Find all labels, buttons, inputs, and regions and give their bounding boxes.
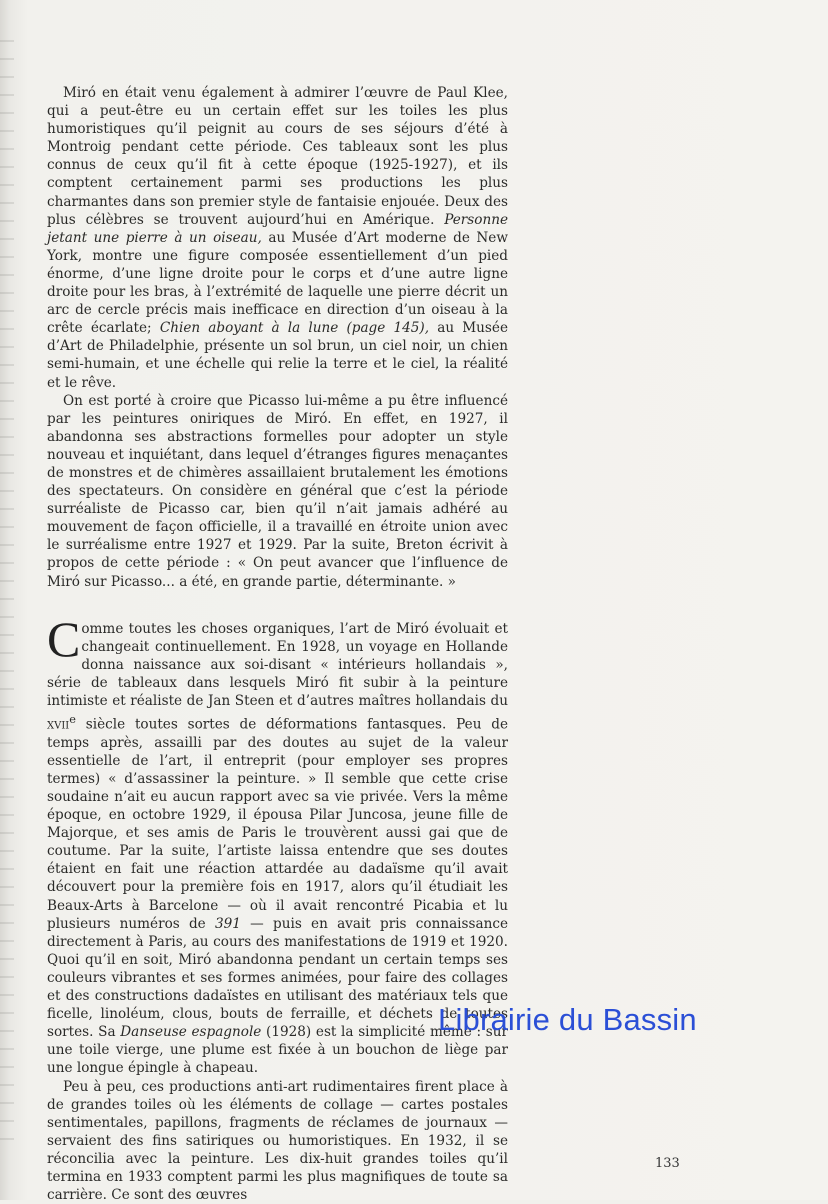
text-run: au Musée d’Art de Philadelphie, présente un sol brun, un ciel noir, un chien semi-humain, et une échelle qui relie la terre et le ciel, la réalité et le rêve. <box>47 320 508 390</box>
century-numeral: xvii <box>47 717 69 733</box>
text-run: siècle toutes sortes de déformations fantasques. Peu de temps après, assailli par des doutes au sujet de la valeur essentielle de l’art, il entreprit (pour employer ses propres termes) « d’assassiner la peinture. » Il semble que cette crise soudaine n’ait eu aucun rapport avec sa vie privée. Vers la même époque, en octobre 1929, il épousa Pilar Juncosa, jeune fille de Majorque, et ses amis de Paris le trouvèrent aussi gai que de coutume. Par la suite, l’artiste laissa entendre que ses doutes étaient en fait une réaction attardée au dadaïsme qu’il avait découvert pour la première fois en 1917, alors qu’il étudiait les Beaux-Arts à Barcelone — où il avait rencontré Picabia et lu plusieurs numéros de <box>47 717 508 932</box>
artwork-title: Danseuse espagnole <box>120 1024 261 1040</box>
drop-cap: C <box>47 620 80 658</box>
paragraph-4: Peu à peu, ces productions anti-art rudimentaires firent place à de grandes toiles où les éléments de collage — cartes postales sentimentales, papillons, fragments de réclames de journaux — servaient des fins satiriques ou humoristiques. En 1932, il se réconcilia avec la peinture. Les dix-huit grandes toiles qu’il termina en 1933 comptent parmi les plus magnifiques de toute sa carrière. Ce sont des œuvres <box>47 1078 508 1204</box>
watermark-text: Librairie du Bassin <box>438 1002 697 1038</box>
binding-gutter <box>0 40 14 1140</box>
text-run: au Musée d’Art moderne de New York, montre une figure composée essentiellement d’un pied énorme, d’une ligne droite pour le corps et d’une autre ligne droite pour les bras, à l’extrémité de laquelle une pierre décrit un arc de cercle précis mais inefficace en direction d’un oiseau à la crête écarlate; <box>47 230 508 336</box>
paragraph-1 <box>47 84 508 392</box>
text-run: — puis en avait pris connaissance directement à Paris, au cours des manifestations de 1919 et 1920. Quoi qu’il en soit, Miró abandonna pendant un certain temps ses couleurs vibrantes et ses formes animées, pour faire des collages et des constructions dadaïstes en utilisant des matériaux tels que ficelle, linoléum, clous, bouts de ferraille, et déchets de toutes sortes. Sa <box>47 916 508 1041</box>
text-run: omme toutes les choses organiques, l’art de Miró évoluait et changeait continuellement. En 1928, un voyage en Hollande donna naissance aux soi-disant « intérieurs hollandais », série de tableaux dans lesquels Miró fit subir à la peinture intimiste et réaliste de Jan Steen et d’autres maîtres hollandais du <box>47 621 508 709</box>
artwork-title: Personne jetant une pierre à un oiseau, <box>47 212 508 246</box>
page-number: 133 <box>655 1156 680 1171</box>
section-gap <box>47 591 508 620</box>
text-run: (1928) est la simplicité même : sur une toile vierge, une plume est fixée à un bouchon de liège par une longue épingle à chapeau. <box>47 1024 508 1076</box>
text-run: Miró en était venu également à admirer l’œuvre de Paul Klee, qui a peut-être eu un certain effet sur les toiles les plus humoristiques qu’il peignit au cours de ses séjours d’été à Montroig pendant cette période. Ces tableaux sont les plus connus de ceux qu’il fit à cette époque (1925-1927), et ils comptent certainement parmi ses productions les plus charmantes dans son premier style de fantaisie enjouée. Deux des plus célèbres se trouvent aujourd’hui en Amérique. <box>47 85 508 228</box>
artwork-title: Chien aboyant à la lune (page 145), <box>160 320 429 336</box>
century-superscript: e <box>69 712 76 726</box>
journal-title: 391 <box>215 916 241 932</box>
paragraph-2: On est porté à croire que Picasso lui-même a pu être influencé par les peintures oniriques de Miró. En effet, en 1927, il abandonna ses abstractions formelles pour adopter un style nouveau et inquiétant, dans lequel d’étranges figures menaçantes de monstres et de chimères assaillaient brutalement les émotions des spectateurs. On considère en général que c’est la période surréaliste de Picasso car, bien qu’il n’ait jamais adhéré au mouvement de façon officielle, il a travaillé en étroite union avec le surréalisme entre 1927 et 1929. Par la suite, Breton écrivit à propos de cette période : « On peut avancer que l’influence de Miró sur Picasso... a été, en grande partie, déterminante. » <box>47 392 508 591</box>
